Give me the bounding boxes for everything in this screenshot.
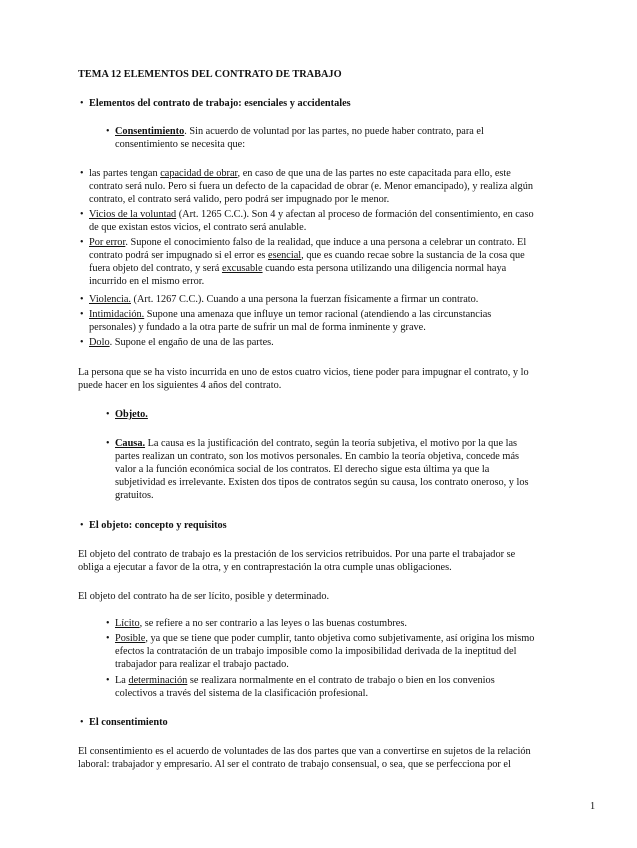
- bullet: •: [106, 633, 110, 644]
- vicios-line-1: Vicios de la voluntad (Art. 1265 C.C.). Son 4 y afectan al proceso de formación del consentimiento, en caso: [89, 209, 534, 220]
- intimidacion-line-2: personales) y fundado a la otra parte de sufrir un mal de forma inminente y grave.: [89, 322, 426, 333]
- causa-line-3: valor a la función económica social de los contratos. El derecho sigue esta última ya que la: [115, 464, 490, 475]
- bullet: •: [106, 618, 110, 629]
- page-title: TEMA 12 ELEMENTOS DEL CONTRATO DE TRABAJO: [78, 69, 342, 80]
- term-violencia: Violencia.: [89, 294, 131, 305]
- licito-line-1: Lícito, se refiere a no ser contrario a las leyes o las buenas costumbres.: [115, 618, 407, 629]
- error-line-1: Por error. Supone el conocimiento falso de la realidad, que induce a una persona a celebrar un contrato. El: [89, 237, 527, 248]
- section-heading-consentimiento: El consentimiento: [89, 717, 168, 728]
- dolo-line-1: Dolo. Supone el engaño de una de las partes.: [89, 337, 274, 348]
- causa-line-4: subjetividad es irrelevante. Existen dos tipos de contratos según su causa, los contrato oneroso, y los: [115, 477, 529, 488]
- term-capacidad: capacidad de obrar: [160, 168, 238, 179]
- term-vicios: Vicios de la voluntad: [89, 209, 177, 220]
- violencia-line-1: Violencia. (Art. 1267 C.C.). Cuando a una persona la fuerzan físicamente a firmar un contrato.: [89, 294, 479, 305]
- causa-line-1: Causa. La causa es la justificación del contrato, según la teoría subjetiva, el motivo por la que las: [115, 438, 518, 449]
- vicios-line-2: de que existan estos vicios, el contrato será anulable.: [89, 222, 307, 233]
- determinacion-line-1: La determinación se realizara normalmente en el contrato de trabajo o bien en los convenios: [115, 675, 495, 686]
- bullet: •: [80, 309, 84, 320]
- determinacion-line-2: colectivos a través del sistema de la clasificación profesional.: [115, 688, 369, 699]
- section-heading-objeto: El objeto: concepto y requisitos: [89, 520, 227, 531]
- posible-line-1: Posible, ya que se tiene que poder cumplir, tanto objetiva como subjetivamente, así origina los mismo: [115, 633, 535, 644]
- term-esencial: esencial: [268, 250, 302, 261]
- capacidad-line-3: contrato, el contrato será valido, pero podrá ser impugnado por le menor.: [89, 194, 390, 205]
- bullet: •: [80, 237, 84, 248]
- bullet: •: [106, 675, 110, 686]
- paragraph-persona-line-2: puede hacer en los siguientes 4 años del contrato.: [78, 380, 282, 391]
- capacidad-line-2: contrato será nulo. Pero si fuera un defecto de la capacidad de obrar (e. Menor emancipado), y realiza algún: [89, 181, 533, 192]
- term-objeto: Objeto.: [115, 409, 148, 420]
- bullet: •: [80, 209, 84, 220]
- bullet: •: [80, 520, 84, 531]
- section-heading-elementos: Elementos del contrato de trabajo: esenciales y accidentales: [89, 98, 351, 109]
- term-consentimiento: Consentimiento: [115, 126, 185, 137]
- term-intimidacion: Intimidación.: [89, 309, 145, 320]
- term-licito: Lícito: [115, 618, 140, 629]
- bullet: •: [106, 409, 110, 420]
- paragraph-persona-line-1: La persona que se ha visto incurrida en uno de estos cuatro vicios, tiene poder para impugnar el contrato, y lo: [78, 367, 529, 378]
- causa-line-2: partes realizan un contrato, son los motivos personales. En cambio la teoría objetiva, concede más: [115, 451, 520, 462]
- paragraph-objeto-line-2: obliga a ejecutar a favor de la otra, y en contraprestación la otra cumple unas obligaciones.: [78, 562, 452, 573]
- capacidad-line-1: las partes tengan capacidad de obrar, en caso de que una de las partes no este capacitada para ello, este: [89, 168, 511, 179]
- error-line-4: incurrido en el mismo error.: [89, 276, 205, 287]
- causa-line-5: gratuitos.: [115, 490, 154, 501]
- bullet: •: [80, 337, 84, 348]
- consentimiento-line-2: consentimiento se necesita que:: [115, 139, 246, 150]
- posible-line-3: trabajador para realizar el trabajo pactado.: [115, 659, 289, 670]
- error-line-3: fuera objeto del contrato, y será excusable cuando esta persona utilizando una diligencia normal haya: [89, 263, 507, 274]
- term-posible: Posible: [115, 633, 146, 644]
- paragraph-consentimiento-line-2: laboral: trabajador y empresario. Al ser el contrato de trabajo consensual, o sea, que se perfecciona por el: [78, 759, 511, 770]
- bullet: •: [80, 98, 84, 109]
- paragraph-objeto-2: El objeto del contrato ha de ser lícito, posible y determinado.: [78, 591, 330, 602]
- intimidacion-line-1: Intimidación. Supone una amenaza que influye un temor racional (atendiendo a las circunstancias: [89, 309, 492, 320]
- page-number: 1: [590, 801, 596, 812]
- term-excusable: excusable: [221, 263, 263, 274]
- bullet: •: [106, 438, 110, 449]
- bullet: •: [80, 294, 84, 305]
- consentimiento-line-1: Consentimiento. Sin acuerdo de voluntad por las partes, no puede haber contrato, para el: [115, 126, 484, 137]
- posible-line-2: efectos la contratación de un trabajo imposible como la imposibilidad derivada de la ineptitud del: [115, 646, 517, 657]
- term-dolo: Dolo: [89, 337, 110, 348]
- bullet: •: [106, 126, 110, 137]
- bullet: •: [80, 717, 84, 728]
- term-determinacion: determinación: [128, 675, 188, 686]
- paragraph-objeto-line-1: El objeto del contrato de trabajo es la prestación de los servicios retribuidos. Por una parte el trabajador se: [78, 549, 516, 560]
- error-line-2: contrato podrá ser impugnado si el error es esencial, que es cuando recae sobre la sustancia de la cosa que: [89, 250, 525, 261]
- paragraph-consentimiento-line-1: El consentimiento es el acuerdo de voluntades de las dos partes que van a convertirse en sujetos de la relación: [78, 746, 531, 757]
- term-error: Por error: [89, 237, 126, 248]
- bullet: •: [80, 168, 84, 179]
- term-causa: Causa.: [115, 438, 146, 449]
